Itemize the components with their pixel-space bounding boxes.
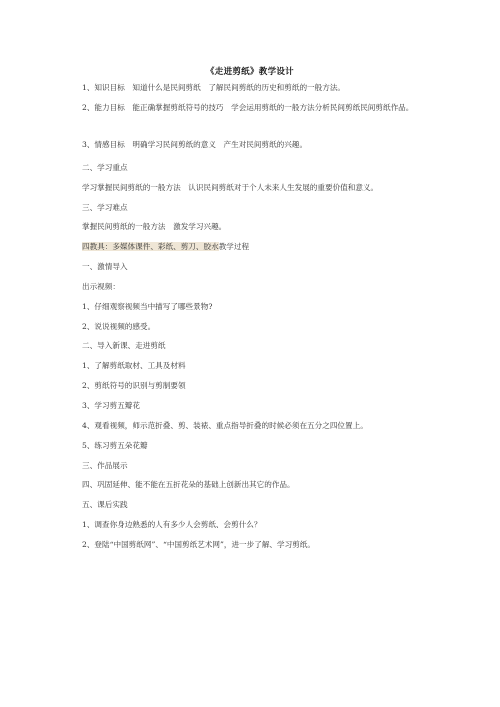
difficulty-heading: 三、学习难点 bbox=[82, 203, 128, 212]
emotion-goal-line: 3、情感目标 明确学习民间剪纸的意义 产生对民间剪纸的兴趣。 bbox=[82, 140, 308, 149]
knowledge-goal-line: 1、知识目标 知道什么是民间剪纸 了解民间剪纸的历史和剪纸的一般方法。 bbox=[82, 83, 346, 92]
teaching-process-label: 教学过程 bbox=[218, 242, 250, 251]
question-2-line: 2、说说视频的感受。 bbox=[82, 322, 156, 331]
key-point-text: 学习掌握民间剪纸的一般方法 认识民间剪纸对于个人未来人生发展的重要价值和意义。 bbox=[82, 183, 379, 192]
document-title: 《走进剪纸》教学设计 bbox=[205, 67, 294, 77]
step-5-line: 5、练习剪五朵花瓣 bbox=[82, 441, 148, 450]
teaching-aids-highlight: 四教具：多媒体课件、彩纸、剪刀、胶水 bbox=[82, 242, 219, 251]
section-new-lesson-heading: 二、导入新课、走进剪纸 bbox=[82, 341, 166, 350]
ability-goal-line: 2、能力目标 能正确掌握剪纸符号的技巧 学会运用剪纸的一般方法分析民间剪纸民间剪纸作品。 bbox=[82, 103, 414, 112]
practice-2-line: 2、登陆“中国剪纸网”、“中国剪纸艺术网”，进一步了解、学习剪纸。 bbox=[82, 540, 315, 549]
difficulty-text: 掌握民间剪纸的一般方法 激发学习兴趣。 bbox=[82, 222, 227, 231]
key-point-heading: 二、学习重点 bbox=[82, 163, 128, 172]
teaching-aids-line bbox=[82, 242, 452, 252]
step-1-line: 1、了解剪纸取材、工具及材料 bbox=[82, 361, 186, 370]
practice-1-line: 1、调查你身边熟悉的人有多少人会剪纸、会剪什么？ bbox=[82, 520, 262, 529]
show-video-line: 出示视频： bbox=[82, 282, 120, 291]
step-2-line: 2、剪纸符号的识别与剪制要领 bbox=[82, 381, 186, 390]
step-3-line: 3、学习剪五瓣花 bbox=[82, 401, 140, 410]
step-4-line: 4、观看视频，师示范折叠、剪、装裱、重点指导折叠的时候必须在五分之四位置上。 bbox=[82, 421, 368, 430]
section-extension-line: 四、巩固延伸、能不能在五折花朵的基础上创新出其它的作品。 bbox=[82, 480, 295, 489]
section-practice-heading: 五、课后实践 bbox=[82, 500, 128, 509]
section-intro-heading: 一、激情导入 bbox=[82, 262, 128, 271]
section-showcase-heading: 三、作品展示 bbox=[82, 461, 128, 470]
question-1-line: 1、仔细观察视频当中描写了哪些景物? bbox=[82, 302, 213, 311]
